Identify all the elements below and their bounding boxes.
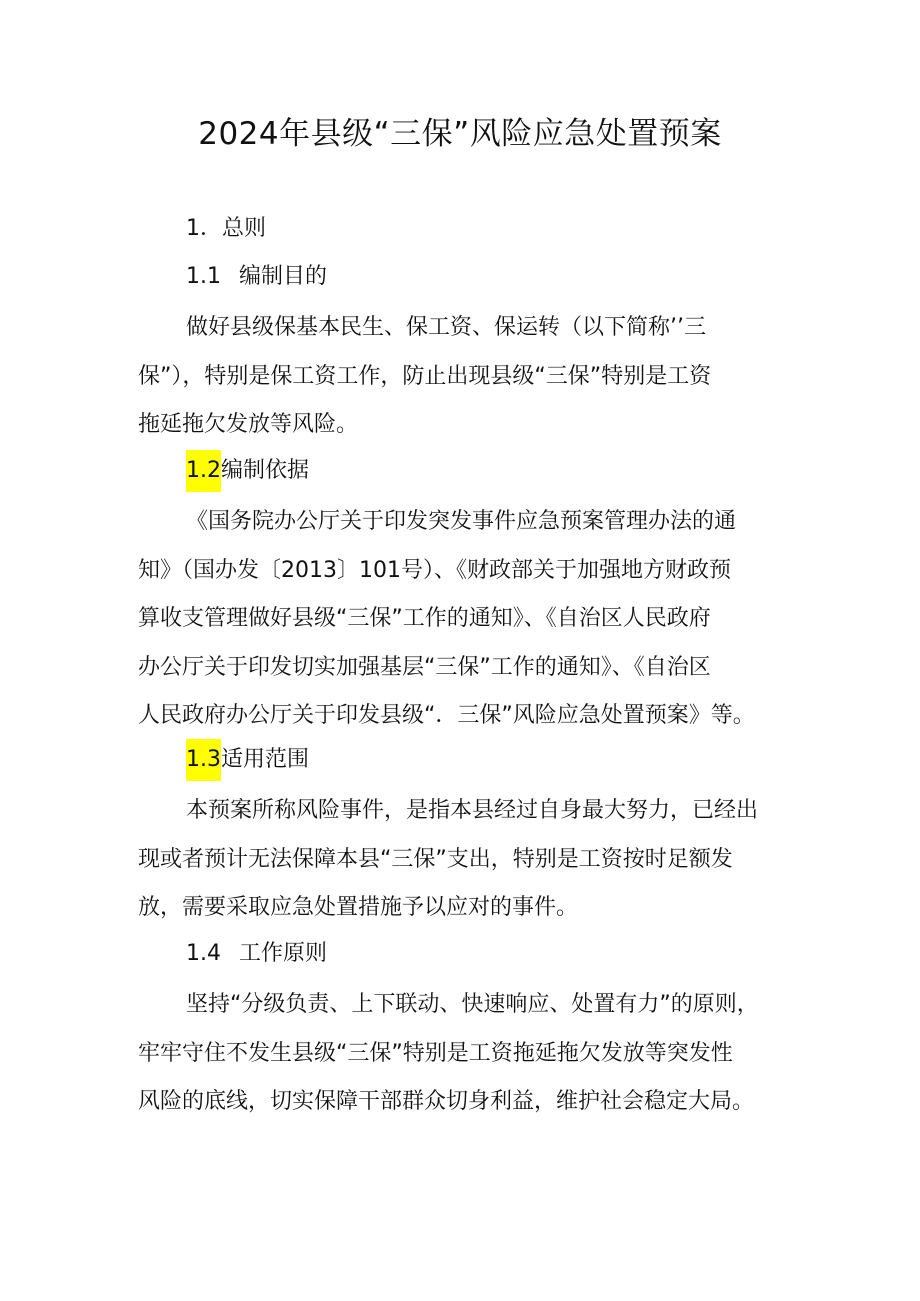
section-heading-1-3 [186,745,309,781]
paragraph-line: 本预案所称风险事件，是指本县经过自身最大努力，已经出 [186,798,759,823]
paragraph-scope [138,787,786,933]
section-number: 1.4 [186,941,221,966]
paragraph-line: 算收支管理做好县级“三保”工作的通知》、《自治区人民政府 [138,606,711,631]
paragraph-line: 保”），特别是保工资工作，防止出现县级“三保”特别是工资 [138,363,712,389]
paragraph-line: 放，需要采取应急处置措施予以应对的事件。 [138,895,579,920]
section-number: 1． [186,216,222,241]
section-number-highlighted: 1.2 [186,450,221,492]
section-label: 工作原则 [239,941,328,966]
paragraph-line: 《国务院办公厅关于印发突发事件应急预案管理办法的通 [186,509,737,534]
paragraph-line: 牢牢守住不发生县级“三保”特别是工资拖延拖欠发放等突发性 [138,1040,733,1066]
paragraph-line: 现或者预计无法保障本县“三保”支出，特别是工资按时足额发 [138,846,733,872]
paragraph-line: 人民政府办公厅关于印发县级“．三保”风险应急处置预案》等。 [138,703,755,728]
section-number-highlighted: 1.3 [186,739,221,781]
paragraph-line: 知》（国办发〔2013〕101号）、《财政部关于加强地方财政预 [138,557,731,583]
paragraph-principles [138,981,786,1127]
section-label: 适用范围 [221,747,310,772]
section-heading-1-1 [186,262,327,292]
section-heading-1-2 [186,456,309,492]
section-heading-1 [186,214,266,244]
paragraph-basis [138,498,786,741]
paragraph-purpose [138,304,786,450]
paragraph-line: 坚持“分级负责、上下联动、快速响应、处置有力”的原则， [186,992,759,1017]
paragraph-line: 拖延拖欠发放等风险。 [138,412,359,437]
document-title: 2024年县级“三保”风险应急处置预案 [198,116,722,152]
section-heading-1-4 [186,939,327,969]
section-label: 编制目的 [239,264,328,289]
paragraph-line: 办公厅关于印发切实加强基层“三保”工作的通知》、《自治区 [138,654,711,680]
section-label: 编制依据 [221,458,310,483]
section-number: 1.1 [186,264,221,289]
paragraph-line: 做好县级保基本民生、保工资、保运转（以下简称’’三 [186,315,706,340]
paragraph-line: 风险的底线，切实保障干部群众切身利益，维护社会稳定大局。 [138,1089,755,1114]
section-label: 总则 [222,216,267,241]
